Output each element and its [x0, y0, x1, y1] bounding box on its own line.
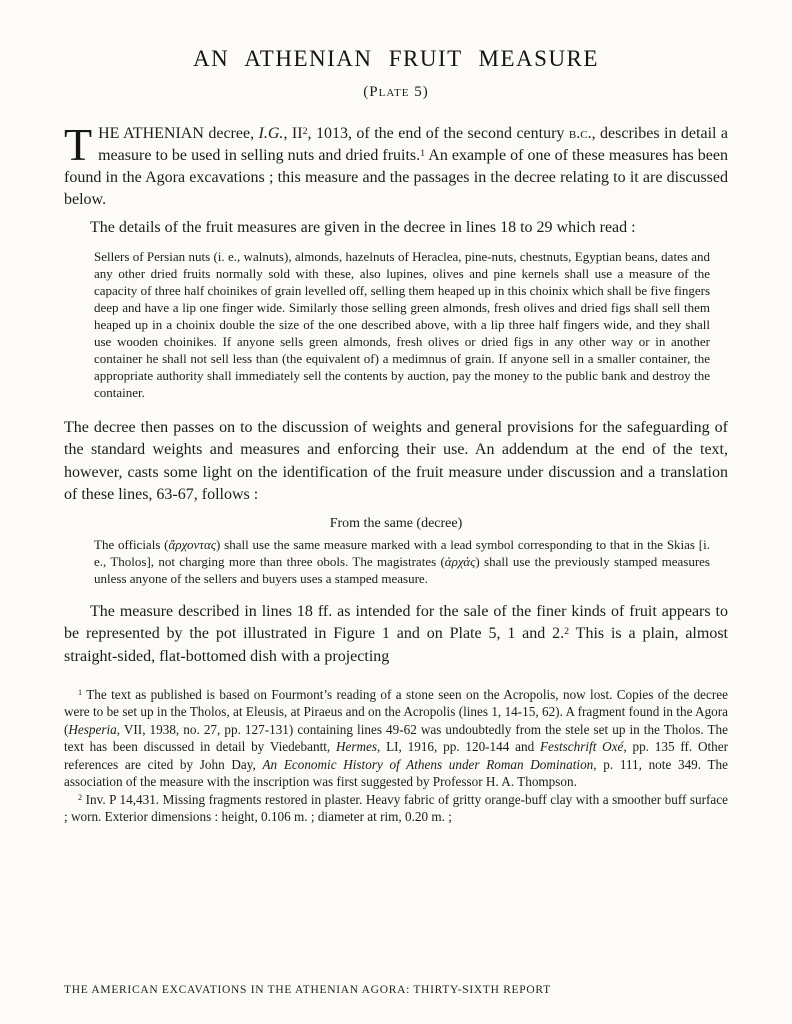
- blockquote-decree-lines: Sellers of Persian nuts (i. e., walnuts), almonds, hazelnuts of Heraclea, pine-nuts, chestnuts, Egyptian beans, dates and any other dried fruits normally sold with these, also lupines, olives and pine kernels shall use a measure of the capacity of three half choinikes of grain levelled off, selling them heaped up in this choinix which shall be five fingers deep and have a lip one finger wide. Similarly those selling green almonds, fresh olives and dried figs shall sell them heaped up in a choinix double the size of the one described above, with a lip three half fingers wide, and they shall use wooden choinikes. If anyone sells green almonds, fresh olives or dried figs in any other way or in another container he shall not sell less than (the equivalent of) a medimnus of grain. If anyone sell in a smaller container, the appropriate authority shall immediately sell the contents by auction, pay the money to the public bank and destroy the container.: [94, 249, 710, 400]
- paragraph-transition: The decree then passes on to the discussion of weights and general provisions for the safeguarding of the standard weights and measures and enforcing their use. An addendum at the end of the text, however, casts some light on the identification of the fruit measure under discussion and a translation of these lines, 63-67, follows :: [64, 419, 728, 503]
- footnotes-section: [64, 686, 728, 826]
- paragraph-intro: [64, 119, 729, 211]
- footnote-2: $^2$ Inv. P 14,431. Missing fragments restored in plaster. Heavy fabric of gritty orange-buff clay with a smoother buff surface ; worn. Exterior dimensions : height, 0.106 m. ; diameter at rim, 0.20 m. ;: [64, 791, 728, 825]
- paragraph-measure: The measure described in lines 18 ff. as intended for the sale of the finer kinds of fruit appears to be represented by the pot illustrated in Figure 1 and on Plate 5, 1 and 2.$^2$ This is a plain, almost straight-sided, flat-bottomed dish with a projecting: [64, 603, 728, 665]
- footnote-1: $^1$ The text as published is based on Fourmont’s reading of a stone seen on the Acropolis, now lost. Copies of the decree were to be set up in the Tholos, at Eleusis, at Piraeus and on the Acropolis (lines 1, 14-15, 62). A fragment found in the Agora (Hesperia, VII, 1938, no. 27, pp. 127-131) containing lines 49-62 was undoubtedly from the stele set up in the Tholos. The text has been discussed in detail by Viedebantt, Hermes, LI, 1916, pp. 120-144 and Festschrift Oxé, pp. 135 ff. Other references are cited by John Day, An Economic History of Athens under Roman Domination, p. 111, note 349. The association of the measure with the inscription was first suggested by Professor H. A. Thompson.: [64, 686, 729, 790]
- section-heading-from-same-decree: From the same (decree): [329, 515, 463, 531]
- article-title: AN ATHENIAN FRUIT MEASURE: [193, 46, 599, 71]
- blockquote-officials: The officials (ἄρχοντας) shall use the same measure marked with a lead symbol corresponding to that in the Skias [i. e., Tholos], not charging more than three obols. The magistrates (ἀρχάς) shall use the previously stamped measures unless anyone of the sellers and buyers uses a stamped measure.: [94, 536, 710, 586]
- dropcap-initial: T: [64, 119, 93, 170]
- paragraph-intro-text: HE ATHENIAN decree, I.G., $II^2$, 1013, of the end of the second century b.c., describes in detail a measure to be used in selling nuts and dried fruits.$^1$ An example of one of these measures has been found in the Agora excavations ; this measure and the passages in the decree relating to it are discussed below.: [64, 125, 729, 209]
- plate-subtitle: (Plate 5): [363, 84, 429, 100]
- paragraph-details: The details of the fruit measures are given in the decree in lines 18 to 29 which read :: [90, 219, 636, 237]
- running-footer: THE AMERICAN EXCAVATIONS IN THE ATHENIAN AGORA: THIRTY-SIXTH REPORT: [64, 984, 551, 996]
